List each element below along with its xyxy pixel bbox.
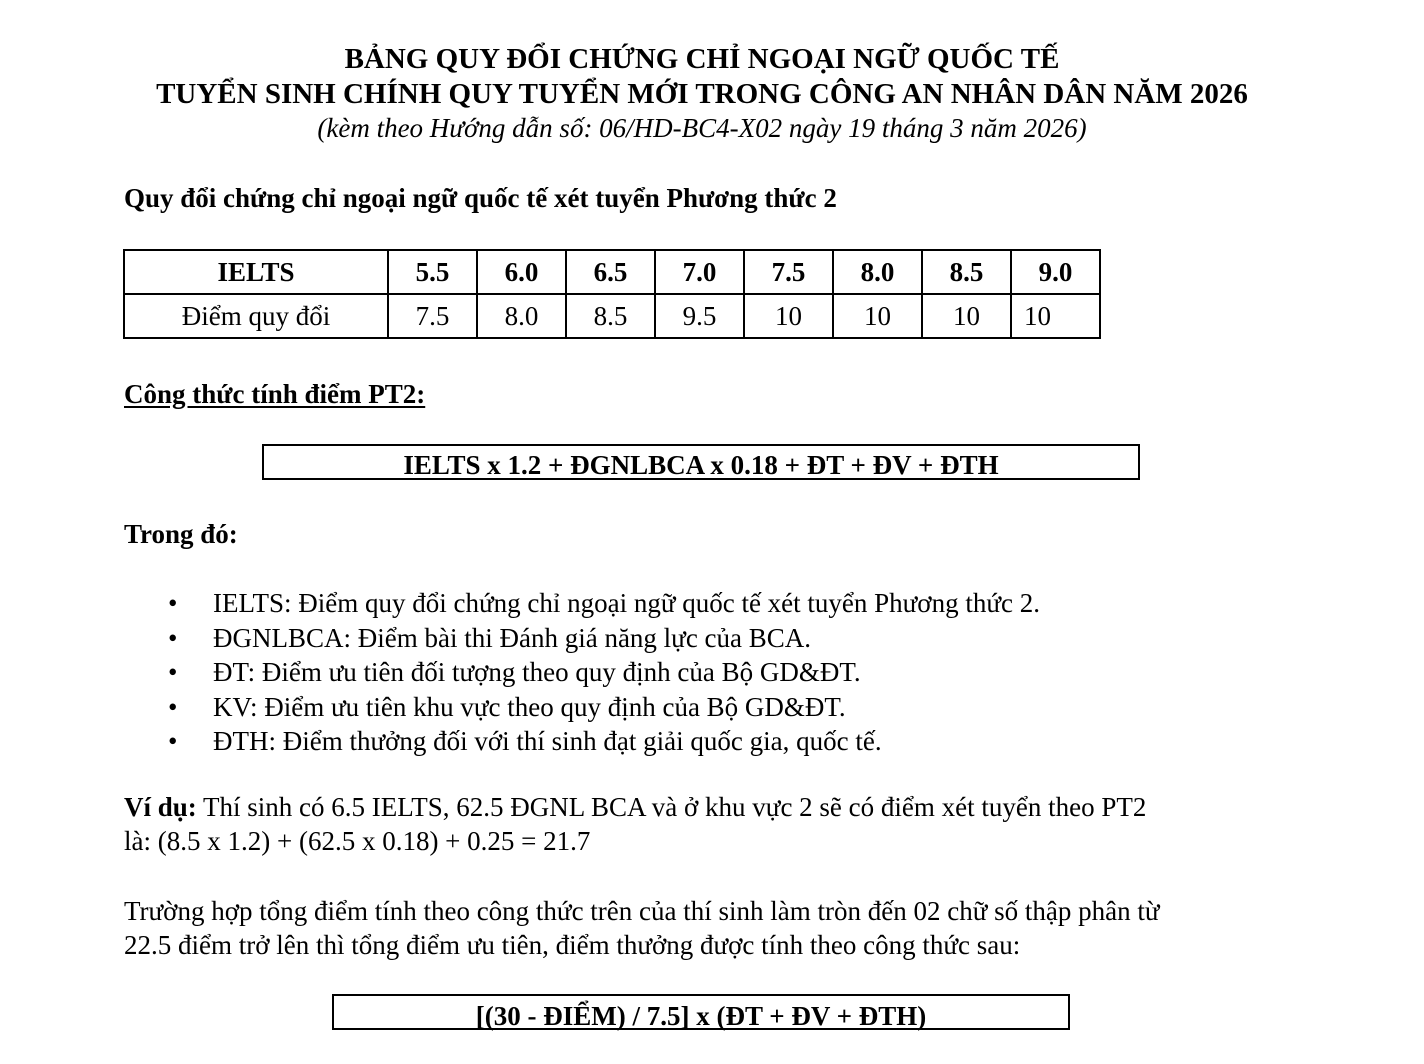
converted-cell: 10 xyxy=(922,294,1011,338)
bullet-icon: • xyxy=(168,726,178,756)
conversion-section-heading: Quy đổi chứng chỉ ngoại ngữ quốc tế xét tuyển Phương thức 2 xyxy=(124,183,837,213)
ielts-cell: 7.0 xyxy=(655,250,744,294)
ielts-cell: 5.5 xyxy=(388,250,477,294)
bullet-icon: • xyxy=(168,691,178,722)
definitions-list xyxy=(168,586,1040,759)
converted-cell: 10 xyxy=(744,294,833,338)
document-title-line-2: TUYỂN SINH CHÍNH QUY TUYỂN MỚI TRONG CÔNG AN NHÂN DÂN NĂM 2026 xyxy=(156,78,1248,110)
table-row-converted xyxy=(124,294,1100,338)
converted-cell: 7.5 xyxy=(388,294,477,338)
list-item xyxy=(168,586,1040,621)
converted-cell: 8.0 xyxy=(477,294,566,338)
example-text-line-2: là: (8.5 x 1.2) + (62.5 x 0.18) + 0.25 = 21.7 xyxy=(124,826,591,856)
converted-cell: 9.5 xyxy=(655,294,744,338)
row-label-converted: Điểm quy đổi xyxy=(124,294,388,338)
rounding-note-line-1: Trường hợp tổng điểm tính theo công thức trên của thí sinh làm tròn đến 02 chữ số thập phân từ xyxy=(124,896,1160,926)
document-title-line-1: BẢNG QUY ĐỔI CHỨNG CHỈ NGOẠI NGỮ QUỐC TẾ xyxy=(344,43,1060,75)
ielts-conversion-table xyxy=(123,249,1101,339)
list-item xyxy=(168,655,1040,690)
bullet-icon: • xyxy=(168,622,178,653)
pt2-formula-box: IELTS x 1.2 + ĐGNLBCA x 0.18 + ĐT + ĐV + ĐTH xyxy=(262,444,1140,480)
list-item xyxy=(168,690,1040,725)
ielts-cell: 8.0 xyxy=(833,250,922,294)
definition-text: IELTS: Điểm quy đổi chứng chỉ ngoại ngữ quốc tế xét tuyển Phương thức 2. xyxy=(213,588,1040,618)
document-subtitle: (kèm theo Hướng dẫn số: 06/HD-BC4-X02 ngày 19 tháng 3 năm 2026) xyxy=(317,113,1087,143)
converted-cell: 10 xyxy=(833,294,922,338)
definition-text: ĐTH: Điểm thưởng đối với thí sinh đạt giải quốc gia, quốc tế. xyxy=(213,726,882,756)
list-item xyxy=(168,621,1040,656)
ielts-cell: 8.5 xyxy=(922,250,1011,294)
priority-formula-box: [(30 - ĐIỂM) / 7.5] x (ĐT + ĐV + ĐTH) xyxy=(332,994,1070,1030)
definition-text: ĐT: Điểm ưu tiên đối tượng theo quy định của Bộ GD&ĐT. xyxy=(213,657,861,687)
example-text-line-1: Thí sinh có 6.5 IELTS, 62.5 ĐGNL BCA và ở khu vực 2 sẽ có điểm xét tuyển theo PT2 xyxy=(196,792,1147,822)
rounding-note-paragraph xyxy=(124,894,1284,962)
definition-text: ĐGNLBCA: Điểm bài thi Đánh giá năng lực của BCA. xyxy=(213,622,812,653)
table-row-ielts xyxy=(124,250,1100,294)
list-item xyxy=(168,724,1040,759)
converted-cell: 10 xyxy=(1011,294,1100,338)
formula-heading: Công thức tính điểm PT2: xyxy=(124,379,426,409)
example-label: Ví dụ: xyxy=(124,792,197,822)
ielts-cell: 6.0 xyxy=(477,250,566,294)
definitions-heading: Trong đó: xyxy=(124,519,238,549)
bullet-icon: • xyxy=(168,657,178,687)
ielts-cell: 7.5 xyxy=(744,250,833,294)
rounding-note-line-2: 22.5 điểm trở lên thì tổng điểm ưu tiên, điểm thưởng được tính theo công thức sau: xyxy=(124,930,1021,960)
bullet-icon: • xyxy=(168,588,178,618)
row-label-ielts: IELTS xyxy=(124,250,388,294)
converted-cell: 8.5 xyxy=(566,294,655,338)
definition-text: KV: Điểm ưu tiên khu vực theo quy định của Bộ GD&ĐT. xyxy=(213,691,846,722)
ielts-cell: 9.0 xyxy=(1011,250,1100,294)
ielts-cell: 6.5 xyxy=(566,250,655,294)
example-paragraph xyxy=(124,790,1284,858)
